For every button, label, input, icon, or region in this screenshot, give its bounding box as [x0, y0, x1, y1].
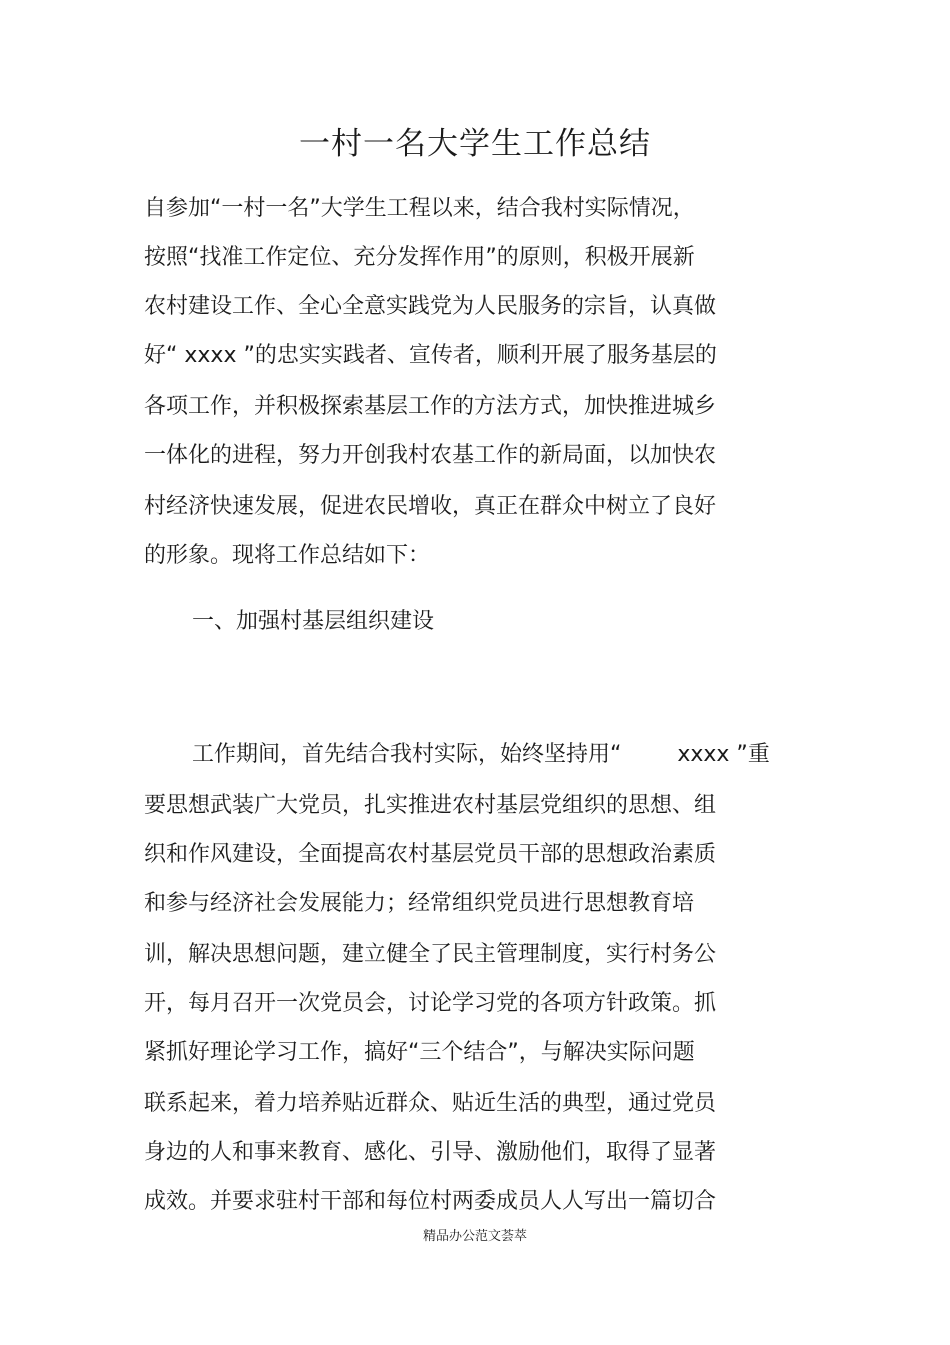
section-heading: 一、加强村基层组织建设 [192, 609, 435, 634]
intro-line: 农村建设工作、全心全意实践党为人民服务的宗旨，认真做 [144, 294, 717, 319]
section-line: 紧抓好理论学习工作，搞好“三个结合”，与解决实际问题 [144, 1040, 695, 1065]
page-footer: 精品办公范文荟萃 [422, 1229, 527, 1244]
intro-line: 一体化的进程，努力开创我村农基工作的新局面，以加快农 [144, 443, 717, 468]
intro-line: 各项工作，并积极探索基层工作的方法方式，加快推进城乡 [144, 394, 717, 419]
section-line: 要思想武装广大党员，扎实推进农村基层党组织的思想、组 [144, 793, 717, 818]
section-line: 工作期间，首先结合我村实际，始终坚持用“ xxxx ”重 [192, 742, 770, 767]
section-line: 和参与经济社会发展能力；经常组织党员进行思想教育培 [144, 891, 695, 916]
section-line: 织和作风建设，全面提高农村基层党员干部的思想政治素质 [144, 842, 717, 867]
intro-line: 村经济快速发展，促进农民增收，真正在群众中树立了良好 [144, 494, 717, 519]
intro-line: 按照“找准工作定位、充分发挥作用”的原则，积极开展新 [144, 245, 695, 270]
section-line: 成效。并要求驻村干部和每位村两委成员人人写出一篇切合 [144, 1189, 717, 1214]
section-line: 身边的人和事来教育、感化、引导、激励他们，取得了显著 [144, 1140, 717, 1165]
section-line: 开，每月召开一次党员会，讨论学习党的各项方针政策。抓 [144, 991, 717, 1016]
intro-line: 自参加“一村一名”大学生工程以来，结合我村实际情况， [144, 196, 695, 221]
section-line: 训，解决思想问题，建立健全了民主管理制度，实行村务公 [144, 942, 717, 967]
document-title: 一村一名大学生工作总结 [299, 126, 651, 162]
intro-line: 好“ xxxx ”的忠实实践者、宣传者，顺利开展了服务基层的 [144, 343, 717, 368]
section-line: 联系起来，着力培养贴近群众、贴近生活的典型，通过党员 [144, 1091, 717, 1116]
intro-line: 的形象。现将工作总结如下： [144, 543, 431, 568]
